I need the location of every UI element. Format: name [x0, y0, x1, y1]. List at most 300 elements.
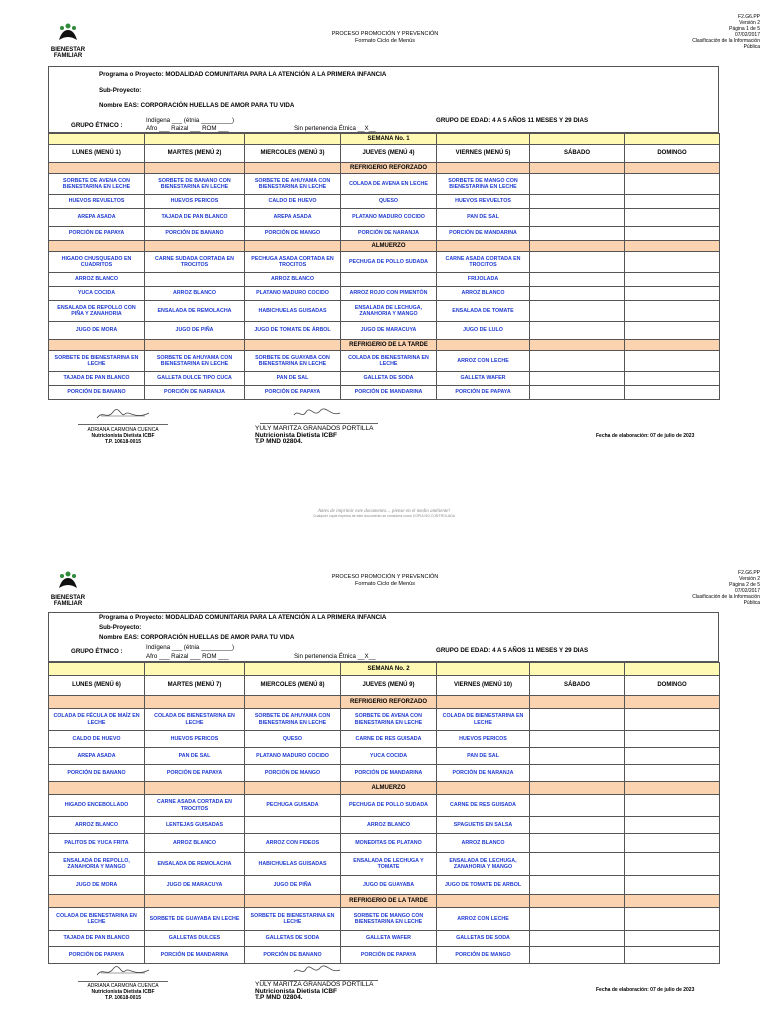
footer-slogan: Antes de imprimir este documento… piense en el medio ambiente!: [317, 509, 451, 514]
menu-row: [49, 817, 720, 834]
age-label: GRUPO DE EDAD:: [436, 647, 491, 654]
menu-item: [530, 817, 625, 834]
day-header: MARTES (MENÚ 7): [145, 676, 245, 696]
menu-row: [49, 765, 720, 782]
footer-note: Cualquier copia impresa de este documento se considera como COPIA NO CONTROLADA: [312, 514, 455, 518]
doc-code: F2.G6.PP: [738, 570, 760, 576]
menu-item: AREPA ASADA: [49, 209, 145, 227]
menu-item: PLATANO MADURO COCIDO: [341, 209, 437, 227]
doc-version: Versión 2: [739, 20, 760, 26]
menu-item: SORBETE DE AHUYAMA CON BIENESTARINA EN LECHE: [145, 351, 245, 372]
menu-item: [530, 908, 625, 931]
logo-text-line1: BIENESTAR: [50, 47, 86, 53]
icbf-logo: [48, 570, 88, 607]
menu-item: SORBETE DE GUAYABA CON BIENESTARINA EN LECHE: [245, 351, 341, 372]
meal-section-row: [49, 241, 720, 252]
signature-line-right: [260, 423, 378, 424]
menu-row: [49, 195, 720, 209]
menu-item: COLADA DE BIENESTARINA EN LECHE: [49, 908, 145, 931]
day-header: SÁBADO: [530, 145, 625, 163]
ethnic-label: GRUPO ÉTNICO :: [71, 122, 123, 129]
menu-item: [530, 853, 625, 876]
meal-section-row: [49, 163, 720, 174]
menu-item: [625, 209, 720, 227]
menu-item: PORCIÓN DE MANGO: [437, 947, 530, 964]
menu-item: JUGO DE GUAYABA: [341, 876, 437, 895]
age-group: [436, 647, 588, 654]
menu-item: JUGO DE TOMATE DE ARBOL: [437, 876, 530, 895]
meal-section-row: [49, 696, 720, 709]
menu-item: COLADA DE BIENESTARINA EN LECHE: [437, 709, 530, 731]
menu-item: [245, 817, 341, 834]
menu-item: PECHUGA DE POLLO SUDADA: [341, 795, 437, 817]
meal-section-title: REFRIGERIO DE LA TARDE: [341, 895, 437, 908]
age-value: 4 A 5 AÑOS 11 MESES Y 29 DIAS: [492, 117, 589, 124]
menu-item: [625, 876, 720, 895]
menu-item: GALLETAS DE SODA: [245, 931, 341, 947]
menu-item: [625, 174, 720, 195]
menu-item: PLATANO MADURO COCIDO: [245, 287, 341, 301]
menu-item: [625, 731, 720, 748]
menu-item: [530, 748, 625, 765]
menu-item: ENSALADA DE LECHUGA, ZANAHORIA Y MANGO: [437, 853, 530, 876]
signature-right: [255, 426, 385, 446]
menu-item: SORBETE DE AHUYAMA CON BIENESTARINA EN LECHE: [245, 709, 341, 731]
menu-item: [625, 947, 720, 964]
menu-item: [530, 372, 625, 386]
menu-item: ARROZ BLANCO: [437, 834, 530, 853]
menu-item: [530, 209, 625, 227]
signer-left-tp: T.P. 10618-0015: [104, 439, 142, 445]
menu-item: ENSALADA DE REMOLACHA: [145, 853, 245, 876]
menu-item: PORCIÓN DE PAPAYA: [245, 386, 341, 400]
meal-section-title: ALMUERZO: [341, 241, 437, 252]
menu-item: PORCIÓN DE MANDARINA: [437, 227, 530, 241]
menu-item: SORBETE DE AHUYAMA CON BIENESTARINA EN LECHE: [245, 174, 341, 195]
menu-item: [625, 195, 720, 209]
menu-item: TAJADA DE PAN BLANCO: [49, 372, 145, 386]
signature-right: [255, 982, 385, 1002]
menu-item: ARROZ BLANCO: [145, 287, 245, 301]
menu-row: [49, 174, 720, 195]
menu-item: [530, 227, 625, 241]
menu-item: HUEVOS PERICOS: [437, 731, 530, 748]
menu-item: GALLETA WAFER: [437, 372, 530, 386]
day-header: JUEVES (MENÚ 4): [341, 145, 437, 163]
week-row: [49, 663, 720, 676]
doc-date: 07/02/2017: [734, 588, 760, 594]
menu-item: [625, 817, 720, 834]
elaboration-date: Fecha de elaboración: 07 de julio de 2023: [596, 987, 695, 993]
menu-row: [49, 931, 720, 947]
program-info-box: [48, 612, 719, 662]
menu-item: PORCIÓN DE MANGO: [245, 227, 341, 241]
meal-section-title: REFRIGERIO REFORZADO: [341, 696, 437, 709]
day-header: DOMINGO: [625, 676, 720, 696]
menu-item: CARNE DE RES GUISADA: [437, 795, 530, 817]
menu-item: YUCA COCIDA: [341, 748, 437, 765]
doc-public: Pública: [743, 44, 760, 50]
menu-item: [625, 709, 720, 731]
menu-item: GALLETA WAFER: [341, 931, 437, 947]
meal-section-title: ALMUERZO: [341, 782, 437, 795]
ethnic-none: Sin pertenencia Étnica __X__: [294, 125, 376, 132]
menu-item: LENTEJAS GUISADAS: [145, 817, 245, 834]
menu-item: PORCIÓN DE MANDARINA: [341, 765, 437, 782]
document-control: [692, 14, 760, 50]
menu-item: PAN DE SAL: [437, 748, 530, 765]
menu-item: [341, 273, 437, 287]
menu-item: CARNE ASADA CORTADA EN TROCITOS: [145, 795, 245, 817]
ethnic-line1: Indígena ___ (étnia _________): [146, 117, 235, 124]
process-subtitle: Formato Ciclo de Menús: [355, 38, 415, 44]
menu-item: PLATANO MADURO COCIDO: [245, 748, 341, 765]
menu-item: HIGADO CHUSQUEADO EN CUADRITOS: [49, 252, 145, 273]
signer-right-name: YULY MARITZA GRANADOS PORTILLA: [255, 425, 374, 432]
menu-item: PAN DE SAL: [437, 209, 530, 227]
menu-row: [49, 273, 720, 287]
menu-item: PORCIÓN DE MANDARINA: [341, 386, 437, 400]
menu-item: PORCIÓN DE BANANO: [49, 386, 145, 400]
menu-item: JUGO DE PIÑA: [245, 876, 341, 895]
menu-item: HABICHUELAS GUISADAS: [245, 853, 341, 876]
menu-item: [530, 273, 625, 287]
menu-item: SORBETE DE BIENESTARINA EN LECHE: [49, 351, 145, 372]
week-label: SEMANA No. 1: [341, 134, 437, 145]
menu-row: [49, 731, 720, 748]
menu-row: [49, 351, 720, 372]
menu-item: PORCIÓN DE PAPAYA: [145, 765, 245, 782]
menu-row: [49, 301, 720, 322]
doc-page: Página 1 de 5: [729, 26, 760, 32]
menu-item: GALLETA DULCE TIPO CUCA: [145, 372, 245, 386]
menu-item: [625, 287, 720, 301]
age-label: GRUPO DE EDAD:: [436, 117, 491, 124]
menu-item: COLADA DE AVENA EN LECHE: [341, 174, 437, 195]
menu-item: SORBETE DE GUAYABA EN LECHE: [145, 908, 245, 931]
menu-item: PORCIÓN DE BANANO: [245, 947, 341, 964]
document-control: [692, 570, 760, 606]
menu-item: [625, 748, 720, 765]
ethnic-line2: Afro ___ Raizal ___ ROM ___: [146, 125, 229, 132]
menu-row: [49, 748, 720, 765]
menu-item: [530, 795, 625, 817]
menu-item: CARNE DE RES GUISADA: [341, 731, 437, 748]
menu-item: [145, 273, 245, 287]
day-header: LUNES (MENÚ 6): [49, 676, 145, 696]
menu-item: PORCIÓN DE BANANO: [49, 765, 145, 782]
menu-item: JUGO DE MORA: [49, 876, 145, 895]
menu-item: [530, 876, 625, 895]
menu-item: HUEVOS PERICOS: [145, 731, 245, 748]
menu-item: [625, 931, 720, 947]
menu-item: [530, 765, 625, 782]
menu-item: MONEDITAS DE PLATANO: [341, 834, 437, 853]
menu-item: ARROZ CON LECHE: [437, 351, 530, 372]
menu-item: GALLETA DE SODA: [341, 372, 437, 386]
signature-left: [70, 427, 176, 445]
menu-item: ARROZ BLANCO: [49, 817, 145, 834]
menu-row: [49, 947, 720, 964]
menu-item: YUCA COCIDA: [49, 287, 145, 301]
menu-item: JUGO DE TOMATE DE ÁRBOL: [245, 322, 341, 340]
menu-row: [49, 908, 720, 931]
eas-line: Nombre EAS: CORPORACIÓN HUELLAS DE AMOR PARA TU VIDA: [99, 634, 295, 641]
menu-item: COLADA DE BIENESTARINA EN LECHE: [145, 709, 245, 731]
menu-item: CALDO DE HUEVO: [49, 731, 145, 748]
menu-item: PORCIÓN DE MANDARINA: [145, 947, 245, 964]
signature-left: [70, 983, 176, 1001]
menu-row: [49, 795, 720, 817]
menu-item: [530, 351, 625, 372]
menu-row: [49, 834, 720, 853]
menu-item: [530, 301, 625, 322]
menu-table-week-2: [48, 662, 720, 964]
doc-code: F2.G6.PP: [738, 14, 760, 20]
menu-item: PORCIÓN DE NARANJA: [341, 227, 437, 241]
day-header: VIERNES (MENÚ 10): [437, 676, 530, 696]
icbf-logo: [48, 22, 88, 59]
page-footer: [200, 509, 568, 518]
ethnic-line1: Indígena ___ (étnia _________): [146, 644, 235, 651]
program-label: Programa o Proyecto:: [99, 614, 164, 621]
menu-row: [49, 322, 720, 340]
menu-item: [530, 931, 625, 947]
menu-item: [625, 908, 720, 931]
day-header: MIERCOLES (MENÚ 8): [245, 676, 341, 696]
day-header: DOMINGO: [625, 145, 720, 163]
menu-item: [530, 287, 625, 301]
menu-item: [625, 386, 720, 400]
signer-left-tp: T.P. 10618-0015: [104, 995, 142, 1001]
eas-line: Nombre EAS: CORPORACIÓN HUELLAS DE AMOR PARA TU VIDA: [99, 102, 295, 109]
menu-item: JUGO DE LULO: [437, 322, 530, 340]
doc-page: Página 2 de 5: [729, 582, 760, 588]
process-title: PROCESO PROMOCIÓN Y PREVENCIÓN: [331, 31, 439, 37]
day-header: MARTES (MENÚ 2): [145, 145, 245, 163]
menu-item: SORBETE DE MANGO CON BIENESTARINA EN LECHE: [341, 908, 437, 931]
signer-right-role: Nutricionista Dietista ICBF: [255, 431, 337, 439]
day-header: LUNES (MENÚ 1): [49, 145, 145, 163]
menu-item: PORCIÓN DE PAPAYA: [49, 227, 145, 241]
signer-left-name: ADRIANA CARMONA CUENCA: [87, 983, 159, 989]
menu-item: ARROZ BLANCO: [245, 273, 341, 287]
menu-item: [530, 947, 625, 964]
menu-row: [49, 853, 720, 876]
signer-right-name: YULY MARITZA GRANADOS PORTILLA: [255, 981, 374, 988]
doc-date: 07/02/2017: [734, 32, 760, 38]
menu-item: ENSALADA DE REMOLACHA: [145, 301, 245, 322]
program-value: MODALIDAD COMUNITARIA PARA LA ATENCIÓN A LA PRIMERA INFANCIA: [165, 71, 387, 78]
menu-item: JUGO DE MORA: [49, 322, 145, 340]
menu-row: [49, 227, 720, 241]
menu-row: [49, 876, 720, 895]
signer-left-role: Nutricionista Dietista ICBF: [91, 433, 155, 439]
menu-item: [625, 853, 720, 876]
menu-item: ARROZ BLANCO: [145, 834, 245, 853]
ethnic-none: Sin pertenencia Étnica __X__: [294, 653, 376, 660]
menu-item: TAJADA DE PAN BLANCO: [145, 209, 245, 227]
menu-item: CARNE ASADA CORTADA EN TROCITOS: [437, 252, 530, 273]
ethnic-label: GRUPO ÉTNICO :: [71, 648, 123, 655]
menu-item: PAN DE SAL: [145, 748, 245, 765]
menu-item: PORCIÓN DE NARANJA: [437, 765, 530, 782]
day-header: MIERCOLES (MENÚ 3): [245, 145, 341, 163]
menu-item: ENSALADA DE REPOLLO, ZANAHORIA Y MANGO: [49, 853, 145, 876]
menu-item: [530, 731, 625, 748]
process-header: [300, 574, 470, 588]
signer-left-role: Nutricionista Dietista ICBF: [91, 989, 155, 995]
day-header-row: [49, 145, 720, 163]
menu-item: PALITOS DE YUCA FRITA: [49, 834, 145, 853]
menu-item: [625, 372, 720, 386]
menu-item: HUEVOS REVUELTOS: [437, 195, 530, 209]
logo-text-line2: FAMILIAR: [53, 601, 83, 607]
menu-item: PORCIÓN DE PAPAYA: [437, 386, 530, 400]
age-value: 4 A 5 AÑOS 11 MESES Y 29 DIAS: [492, 647, 589, 654]
menu-item: PECHUGA DE POLLO SUDADA: [341, 252, 437, 273]
signer-right-role: Nutricionista Dietista ICBF: [255, 987, 337, 995]
menu-item: JUGO DE MARACUYA: [341, 322, 437, 340]
menu-row: [49, 372, 720, 386]
menu-item: QUESO: [341, 195, 437, 209]
doc-version: Versión 2: [739, 576, 760, 582]
meal-section-row: [49, 895, 720, 908]
signer-right-tp: T.P MND 02804.: [255, 438, 303, 445]
menu-item: SPAGUETIS EN SALSA: [437, 817, 530, 834]
menu-item: PECHUGA ASADA CORTADA EN TROCITOS: [245, 252, 341, 273]
process-header: [300, 31, 470, 45]
menu-item: ARROZ BLANCO: [341, 817, 437, 834]
menu-item: ENSALADA DE LECHUGA, ZANAHORIA Y MANGO: [341, 301, 437, 322]
menu-item: GALLETAS DE SODA: [437, 931, 530, 947]
menu-item: AREPA ASADA: [245, 209, 341, 227]
menu-item: [625, 273, 720, 287]
menu-item: [625, 301, 720, 322]
menu-item: JUGO DE MARACUYA: [145, 876, 245, 895]
menu-item: AREPA ASADA: [49, 748, 145, 765]
signer-left-name: ADRIANA CARMONA CUENCA: [87, 427, 159, 433]
menu-item: CALDO DE HUEVO: [245, 195, 341, 209]
meal-section-title: REFRIGERIO DE LA TARDE: [341, 340, 437, 351]
menu-item: HUEVOS REVUELTOS: [49, 195, 145, 209]
program-info-box: [48, 66, 719, 133]
menu-row: [49, 287, 720, 301]
age-group: [436, 117, 588, 124]
menu-item: [530, 386, 625, 400]
menu-item: PORCIÓN DE PAPAYA: [341, 947, 437, 964]
menu-item: PORCIÓN DE BANANO: [145, 227, 245, 241]
meal-section-title: REFRIGERIO REFORZADO: [341, 163, 437, 174]
elaboration-date: Fecha de elaboración: 07 de julio de 2023: [596, 433, 695, 439]
program-value: MODALIDAD COMUNITARIA PARA LA ATENCIÓN A LA PRIMERA INFANCIA: [165, 614, 387, 621]
menu-item: ARROZ BLANCO: [49, 273, 145, 287]
menu-item: ARROZ CON LECHE: [437, 908, 530, 931]
menu-item: SORBETE DE AVENA CON BIENESTARINA EN LECHE: [49, 174, 145, 195]
doc-classification: Clasificación de la Información: [692, 594, 760, 600]
menu-item: [530, 252, 625, 273]
subproject-line: Sub-Proyecto:: [99, 87, 142, 94]
menu-item: [625, 765, 720, 782]
menu-row: [49, 709, 720, 731]
menu-item: [530, 195, 625, 209]
program-line: [99, 614, 386, 621]
menu-item: [625, 795, 720, 817]
menu-item: FRIJOLADA: [437, 273, 530, 287]
menu-item: [530, 322, 625, 340]
menu-row: [49, 386, 720, 400]
menu-item: HABICHUELAS GUISADAS: [245, 301, 341, 322]
menu-item: SORBETE DE BIENESTARINA EN LECHE: [245, 908, 341, 931]
doc-public: Pública: [743, 600, 760, 606]
family-logo-icon: [56, 570, 80, 590]
signer-right-tp: T.P MND 02804.: [255, 994, 303, 1001]
menu-item: GALLETAS DULCES: [145, 931, 245, 947]
menu-item: PAN DE SAL: [245, 372, 341, 386]
menu-item: CARNE SUDADA CORTADA EN TROCITOS: [145, 252, 245, 273]
week-label: SEMANA No. 2: [341, 663, 437, 676]
process-title: PROCESO PROMOCIÓN Y PREVENCIÓN: [331, 574, 439, 580]
menu-item: [625, 322, 720, 340]
menu-item: ARROZ BLANCO: [437, 287, 530, 301]
menu-item: [530, 709, 625, 731]
menu-item: PORCIÓN DE PAPAYA: [49, 947, 145, 964]
menu-item: SORBETE DE MANGO CON BIENESTARINA EN LECHE: [437, 174, 530, 195]
menu-item: PORCIÓN DE NARANJA: [145, 386, 245, 400]
day-header: SÁBADO: [530, 676, 625, 696]
week-row: [49, 134, 720, 145]
menu-item: [530, 174, 625, 195]
menu-item: COLADA DE BIENESTARINA EN LECHE: [341, 351, 437, 372]
family-logo-icon: [56, 22, 80, 42]
menu-item: [625, 252, 720, 273]
day-header: JUEVES (MENÚ 9): [341, 676, 437, 696]
signature-line-left: [78, 981, 168, 982]
meal-section-row: [49, 340, 720, 351]
menu-item: QUESO: [245, 731, 341, 748]
day-header: VIERNES (MENÚ 5): [437, 145, 530, 163]
menu-item: COLADA DE FÉCULA DE MAÍZ EN LECHE: [49, 709, 145, 731]
subproject-line: Sub-Proyecto:: [99, 624, 142, 631]
logo-text-line1: BIENESTAR: [50, 595, 86, 601]
menu-item: PORCIÓN DE MANGO: [245, 765, 341, 782]
menu-item: [530, 834, 625, 853]
menu-item: [625, 227, 720, 241]
logo-text-line2: FAMILIAR: [53, 53, 83, 59]
menu-item: HIGADO ENCEBOLLADO: [49, 795, 145, 817]
menu-row: [49, 209, 720, 227]
menu-item: ARROZ ROJO CON PIMENTÓN: [341, 287, 437, 301]
menu-item: JUGO DE PIÑA: [145, 322, 245, 340]
doc-classification: Clasificación de la Información: [692, 38, 760, 44]
menu-item: ENSALADA DE REPOLLO CON PIÑA Y ZANAHORIA: [49, 301, 145, 322]
menu-item: [625, 834, 720, 853]
program-line: [99, 71, 386, 78]
menu-table-week-1: [48, 133, 720, 400]
menu-row: [49, 252, 720, 273]
menu-item: TAJADA DE PAN BLANCO: [49, 931, 145, 947]
menu-item: HUEVOS PERICOS: [145, 195, 245, 209]
menu-item: ARROZ CON FIDEOS: [245, 834, 341, 853]
menu-item: ENSALADA DE TOMATE: [437, 301, 530, 322]
menu-item: PECHUGA GUISADA: [245, 795, 341, 817]
meal-section-row: [49, 782, 720, 795]
process-subtitle: Formato Ciclo de Menús: [355, 581, 415, 587]
signature-line-left: [78, 424, 168, 425]
program-label: Programa o Proyecto:: [99, 71, 164, 78]
menu-item: SORBETE DE BANANO CON BIENESTARINA EN LECHE: [145, 174, 245, 195]
ethnic-line2: Afro ___ Raizal ___ ROM ___: [146, 653, 229, 660]
